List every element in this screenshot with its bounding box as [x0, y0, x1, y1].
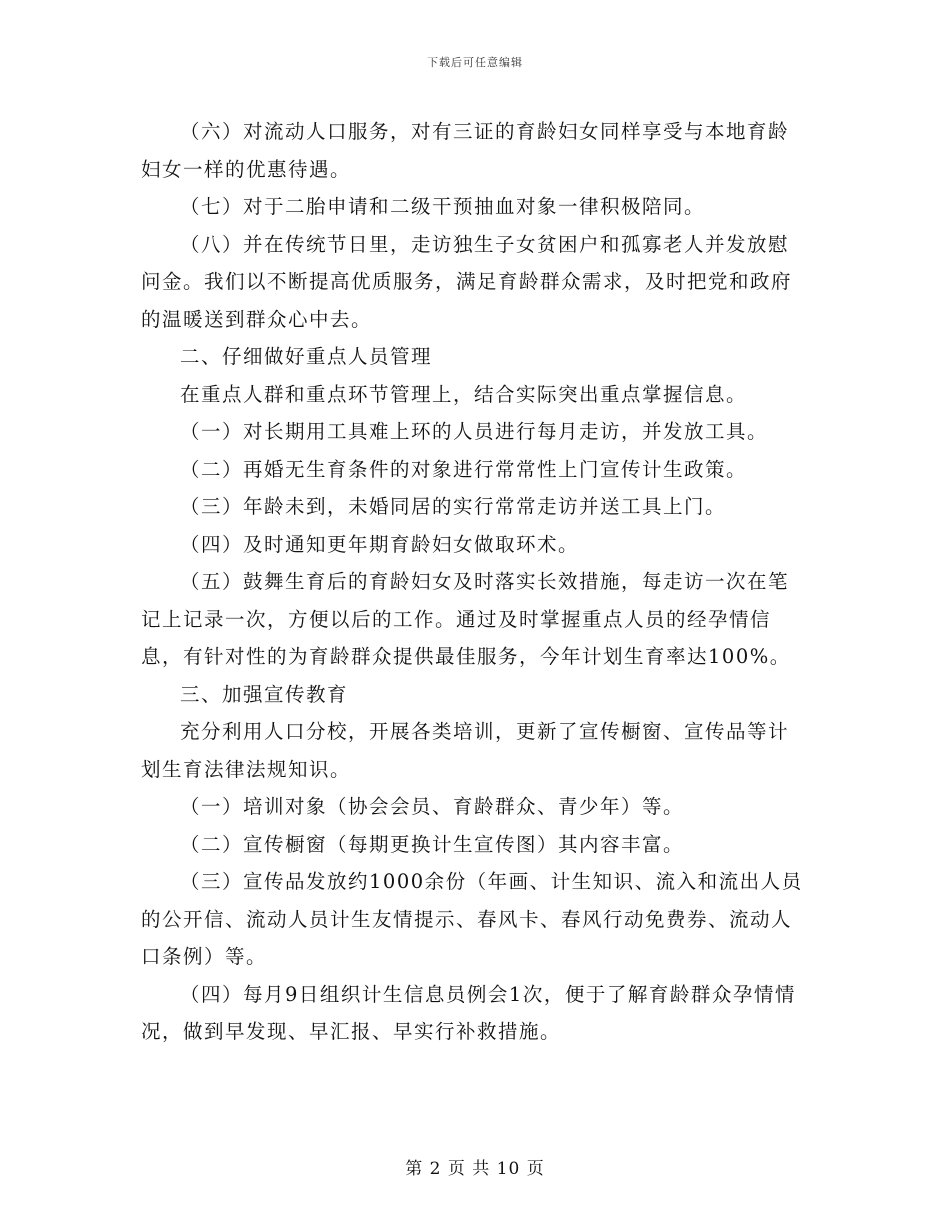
document-body: [141, 113, 809, 1051]
page-number-footer: 第 2 页 共 10 页: [405, 1159, 545, 1179]
section-3-item-2: （二）宣传橱窗（每期更换计生宣传图）其内容丰富。: [180, 832, 685, 856]
section-heading-2: 二、仔细做好重点人员管理: [180, 345, 433, 368]
section-2-item-2: （二）再婚无生育条件的对象进行常常性上门宣传计生政策。: [180, 457, 748, 481]
page-header: 下载后可任意编辑: [427, 56, 523, 69]
section-2-intro: 在重点人群和重点环节管理上，结合实际突出重点掌握信息。: [180, 382, 748, 406]
paragraph-7-second-child: （七）对于二胎申请和二级干预抽血对象一律积极陪同。: [180, 195, 706, 218]
paragraph-6-service: （六）对流动人口服务，对有三证的育龄妇女同样享受与本地育龄妇女一样的优惠待遇。: [141, 120, 790, 181]
paragraph-8-holiday-visits: （八）并在传统节日里，走访独生子女贫困户和孤寡老人并发放慰问金。我们以不断提高优质服务，满足育龄群众需求，及时把党和政府的温暖送到群众心中去。: [141, 232, 793, 331]
section-2-item-1: （一）对长期用工具难上环的人员进行每月走访，并发放工具。: [180, 420, 769, 443]
section-3-intro: 充分利用人口分校，开展各类培训，更新了宣传橱窗、宣传品等计划生育法律法规知识。: [141, 720, 790, 781]
section-heading-3: 三、加强宣传教育: [180, 682, 349, 706]
section-2-item-3: （三）年龄未到，未婚同居的实行常常走访并送工具上门。: [180, 495, 727, 518]
section-2-item-4: （四）及时通知更年期育龄妇女做取环术。: [180, 532, 580, 556]
section-3-item-4: （四）每月9日组织计生信息员例会1次，便于了解育龄群众孕情情况，做到早发现、早汇报、早实行补救措施。: [141, 982, 796, 1043]
section-3-item-1: （一）培训对象（协会会员、育龄群众、青少年）等。: [180, 795, 685, 818]
section-2-item-5: （五）鼓舞生育后的育龄妇女及时落实长效措施，每走访一次在笔记上记录一次，方便以后的工作。通过及时掌握重点人员的经孕情信息，有针对性的为育龄群众提供最佳服务，今年计划生育率达100%。: [141, 570, 791, 668]
section-3-item-3: （三）宣传品发放约1000余份（年画、计生知识、流入和流出人员的公开信、流动人员计生友情提示、春风卡、春风行动免费券、流动人口条例）等。: [141, 870, 803, 968]
